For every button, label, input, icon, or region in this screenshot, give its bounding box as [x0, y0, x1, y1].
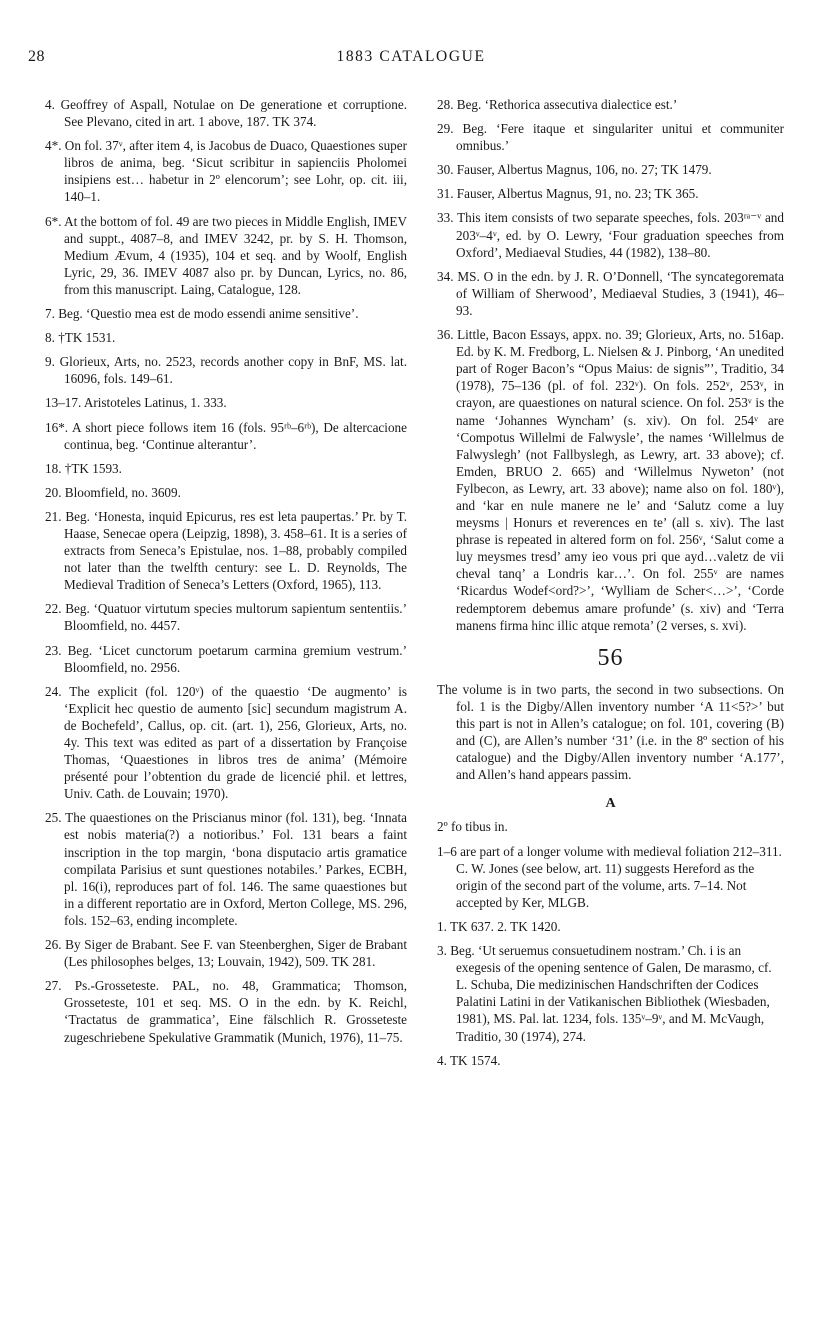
section-entry: 3. Beg. ‘Ut seruemus consuetudinem nostram.’ Ch. i is an exegesis of the opening sentence of Galen, De marasmo, cf. L. Schuba, Die medizinischen Handschriften der Codices Palatini Latini in der Vatikanischen Bibliothek (Wiesbaden, 1981), MS. Pal. lat. 1234, fols. 135ᵛ–9ᵛ, and M. McVaugh, Traditio, 30 (1974), 274. — [437, 943, 772, 1044]
note-entry: 13–17. Aristoteles Latinus, 1. 333. — [45, 395, 227, 411]
subsection-letter: A — [605, 796, 616, 812]
left-column — [45, 96, 407, 1053]
note-entry: 28. Beg. ‘Rethorica assecutiva dialectice est.’ — [437, 97, 678, 112]
note-entry: 18. †TK 1593. — [45, 460, 122, 476]
note-entry: 34. MS. O in the edn. by J. R. O’Donnell, ‘The syncategoremata of William of Sherwood’, Mediaeval Studies, 3 (1941), 46–93. — [437, 268, 784, 318]
second-folio: 2º fo tibus in. — [437, 819, 508, 835]
note-entry: 20. Bloomfield, no. 3609. — [45, 484, 181, 500]
note-entry: 24. The explicit (fol. 120ᵛ) of the quaestio ‘De augmento’ is ‘Explicit hec questio de aumento [sic] secundum magistrum A. de Bochefeld’, Callus, op. cit. (art. 1), 256, Glorieux, Arts, no. 4y. This text was edited as part of a dissertation by Françoise Thomas, ‘Quaestiones in libros tres de anima’ (Mémoire présenté pour l’obtention du grade de licencié phil. et lettres, Univ. Cath. de Louvain; 1970). — [45, 683, 407, 802]
note-entry: 23. Beg. ‘Licet cunctorum poetarum carmina gremium vestrum.’ Bloomfield, no. 2956. — [45, 642, 407, 675]
note-entry: 7. Beg. ‘Questio mea est de modo essendi anime sensitive’. — [45, 306, 359, 322]
page-header — [28, 48, 794, 72]
right-column — [437, 96, 784, 1076]
note-entry: 27. Ps.-Grosseteste. PAL, no. 48, Grammatica; Thomson, Grosseteste, 101 et seq. MS. O in the edn. by K. Reichl, ‘Tractatus de grammatica’, Eine fälschlich R. Grosseteste zugeschriebene Spekulative Grammatik (Munich, 1976), 11–75. — [45, 978, 407, 1045]
note-entry: 33. This item consists of two separate speeches, fols. 203ʳᵃ⁻ᵛ and 203ᵛ–4ᵛ, ed. by O. Lewry, ‘Four graduation speeches from Oxford’, Mediaeval Studies, 44 (1982), 138–80. — [437, 210, 784, 260]
section-intro: The volume is in two parts, the second in two subsections. On fol. 1 is the Digby/Allen inventory number ‘A 11<5?>’ but this part is not in Allen’s catalogue; on fol. 101, covering (B) and (C), are Allen’s number ‘31’ (i.e. in the 8º section of his catalogue) and the Digby/Allen inventory number ‘A.177’, and Allen’s hand appears passim. — [437, 681, 784, 783]
section-entry: 1–6 are part of a longer volume with medieval foliation 212–311. C. W. Jones (see below, art. 11) suggests Hereford as the origin of the second part of the volume, arts. 7–14. Not accepted by Ker, MLGB. — [437, 843, 782, 910]
running-title: 1883 CATALOGUE — [336, 48, 486, 65]
note-entry: 4. Geoffrey of Aspall, Notulae on De generatione et corruptione. See Plevano, cited in art. 1 above, 187. TK 374. — [45, 97, 407, 130]
note-entry: 22. Beg. ‘Quatuor virtutum species multorum sapientum sententiis.’ Bloomfield, no. 4457. — [45, 601, 407, 634]
note-entry: 16*. A short piece follows item 16 (fols. 95ʳᵇ–6ʳᵇ), De altercacione continua, beg. ‘Continue alterantur’. — [45, 419, 407, 452]
note-entry: 36. Little, Bacon Essays, appx. no. 39; Glorieux, Arts, no. 516ap. Ed. by K. M. Fredborg, L. Nielsen & J. Pinborg, ‘An unedited part of Roger Bacon’s “Opus Maius: de signis”’, Traditio, 34 (1978), 75–136 (pl. of fol. 232ᵛ). On fols. 252ᵛ, 253ᵛ, in crayon, are quaestiones on natural science. On fol. 253ᵛ is the name ‘Johannes Wyncham’ (s. xiv). On fol. 254ᵛ are ‘Compotus Willelmi de Falwysle’, the names ‘Willelmus de Falwyslegh’ (not Fallbyslegh, as Lewry, art. 33 above); cf. Emden, BRUO 2. 665) and ‘Willelmus Nyweton’ (not Fylbecon, as Lewry, art. 33 above); name also on fol. 180ᵛ), and ‘kar en nule manere ne le’ and ‘Salutz come a luy meysms | Honurs et reverences en te’ (all s. xiv). The last phrase is repeated in altered form on fol. 256ᵛ, ‘Salut come a luy meysmes tresd’ amy ieo vous pri que ayd…valetz de vii cheval tanq’ a Londris kar…’. On fol. 255ᵛ are names ‘Ricardus Wodef<ord?>’, ‘Wylliam de Scher<…>’, ‘Corde redemptorem debemus amare profunde’ (s. xiv) and ‘Terra manens firma hinc illic atque remota’ (2 verses, s. xvi). — [437, 327, 784, 633]
section-number: 56 — [597, 644, 624, 671]
page-number: 28 — [28, 48, 45, 65]
section-entry: 4. TK 1574. — [437, 1052, 501, 1068]
note-entry: 25. The quaestiones on the Priscianus minor (fol. 131), beg. ‘Innata est nobis materia(?) a notioribus.’ Fol. 131 bears a faint inscription in the top margin, ‘bona disputacio artis gramatice compilata Parisius et sunt questiones notabiles.’ Parkes, ECBH, pl. 16(i), reproduces part of fol. 146. The same quaestiones but in a different reportatio are in Oxford, Merton College, MS. 296, fols. 152–63, ending incomplete. — [45, 810, 407, 928]
note-entry: 29. Beg. ‘Fere itaque et singulariter unitui et communiter omnibus.’ — [437, 121, 784, 154]
note-entry: 26. By Siger de Brabant. See F. van Steenberghen, Siger de Brabant (Les philosophes belges, 13; Louvain, 1942), 509. TK 281. — [45, 937, 407, 970]
note-entry: 9. Glorieux, Arts, no. 2523, records another copy in BnF, MS. lat. 16096, fols. 149–61. — [45, 354, 407, 387]
note-entry: 30. Fauser, Albertus Magnus, 106, no. 27; TK 1479. — [437, 162, 712, 178]
note-entry: 21. Beg. ‘Honesta, inquid Epicurus, res est leta paupertas.’ Pr. by T. Haase, Senecae opera (Leipzig, 1898), 3. 458–61. It is a series of extracts from Seneca’s Epistulae, nos. 1–88, probably compiled not later than the twelfth century: see L. D. Reynolds, The Medieval Tradition of Seneca’s Letters (Oxford, 1965), 113. — [45, 508, 407, 593]
note-entry: 8. †TK 1531. — [45, 330, 116, 346]
section-entry: 1. TK 637. 2. TK 1420. — [437, 918, 561, 934]
note-entry: 31. Fauser, Albertus Magnus, 91, no. 23; TK 365. — [437, 186, 699, 202]
note-entry: 6*. At the bottom of fol. 49 are two pieces in Middle English, IMEV and suppt., 4087–8, and IMEV 3242, pr. by S. H. Thomson, Medium Ævum, 4 (1935), 104 et seq. and by Woolf, English Lyric, 29, 36. IMEV 4087 also pr. by Duncan, Lyrics, no. 86, from this manuscript. Laing, Catalogue, 128. — [45, 213, 407, 297]
note-entry: 4*. On fol. 37ᵛ, after item 4, is Jacobus de Duaco, Quaestiones super libros de anima, beg. ‘Sicut scribitur in sapienciis Pholomei insipiens est… habetur in 2º elencorum’; see Lohr, op. cit. iii, 140–1. — [45, 138, 407, 205]
